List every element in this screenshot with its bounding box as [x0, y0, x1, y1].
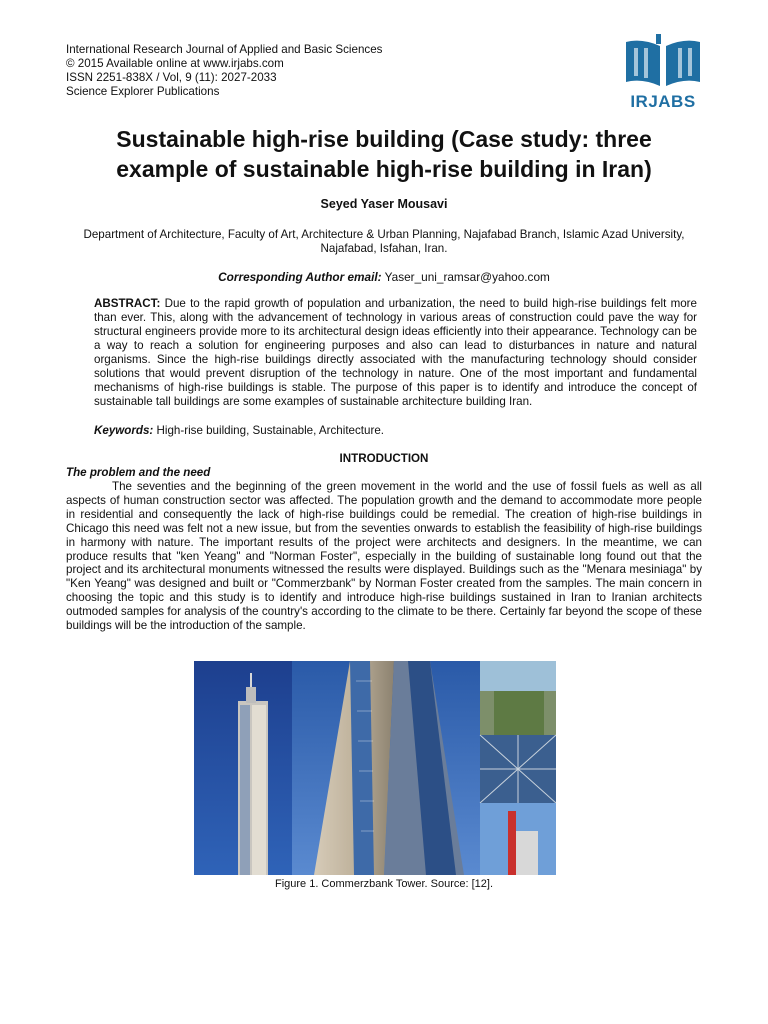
body-paragraph: The seventies and the beginning of the green movement in the world and the use of fossil fuels as well as all aspects of human construction sector was affected. The population growth and the demand to accommodate more people in residential and consequently the lack of high-rise buildings could be remedial. The creation of high-rise buildings in Chicago this need was felt not a new issue, but from the seventies onwards to establish the feasibility of high-rise buildings in harmony with nature. The important results of the project were architects and designers. In the meantime, we can produce results that "ken Yeang" and "Norman Foster", especially in the building of sustainable long found out that the project and its architectural monuments witnessed the results were displayed. Buildings such as the "Menara mesiniaga" by "Ken Yeang" was designed and built or "Commerzbank" by Norman Foster created from the samples. The main concern in choosing the topic and this study is to identify and introduce high-rise buildings sustained in Iran to Iranian architects outmoded samples for analysis of the country's according to the climate to be there. Certainly far beyond the scope of these buildings will be the introduction of the sample. — [66, 480, 702, 633]
journal-header — [66, 43, 382, 99]
paper-title — [60, 124, 708, 184]
figure-image — [194, 661, 556, 875]
corresponding-author — [60, 270, 708, 284]
figure-caption: Figure 1. Commerzbank Tower. Source: [12]. — [274, 878, 494, 890]
journal-logo — [618, 34, 708, 114]
author-name: Seyed Yaser Mousavi — [320, 197, 448, 211]
abstract-label: ABSTRACT: — [94, 297, 161, 310]
commerzbank-photo-collage — [194, 661, 556, 875]
abstract — [94, 297, 697, 409]
title-line-1: Sustainable high-rise building (Case study: three — [116, 126, 652, 152]
abstract-text: Due to the rapid growth of population and urbanization, the need to build high-rise buildings felt more than ever. This, along with the advancement of technology in various areas of construction could pave the way for structural engineers provide more to its architectural design ideas efficiently into their appearance. Technology can be a way to reach a solution for engineering purposes and also can lead to disturbances in nature and natural organisms. Since the high-rise buildings directly associated with the manufacturing technology should consider solutions that would prevent disruption of the technology in nature. One of the most important and fundamental mechanisms of high-rise buildings is stable. The purpose of this paper is to identify and introduce the concept of sustainable tall buildings are some examples of sustainable architecture building Iran. — [94, 297, 697, 408]
keywords-text: High-rise building, Sustainable, Architecture. — [153, 424, 384, 437]
logo-text: IRJABS — [630, 92, 696, 111]
keywords — [94, 424, 697, 437]
keywords-label: Keywords: — [94, 424, 154, 437]
journal-issn: ISSN 2251-838X / Vol, 9 (11): 2027-2033 — [66, 71, 277, 84]
journal-publisher: Science Explorer Publications — [66, 85, 220, 98]
book-icon — [618, 34, 708, 92]
journal-name: International Research Journal of Applied and Basic Sciences — [66, 43, 383, 56]
title-line-2: example of sustainable high-rise building in Iran) — [116, 156, 652, 182]
subsection-heading: The problem and the need — [66, 466, 211, 479]
section-heading: INTRODUCTION — [339, 452, 429, 465]
journal-website: © 2015 Available online at www.irjabs.com — [66, 57, 284, 70]
author-affiliation: Department of Architecture, Faculty of Art, Architecture & Urban Planning, Najafabad Branch, Islamic Azad University, Najafabad, Isfahan, Iran. — [83, 228, 685, 255]
corresponding-email: Yaser_uni_ramsar@yahoo.com — [381, 270, 550, 284]
corresponding-label: Corresponding Author email: — [218, 270, 382, 284]
